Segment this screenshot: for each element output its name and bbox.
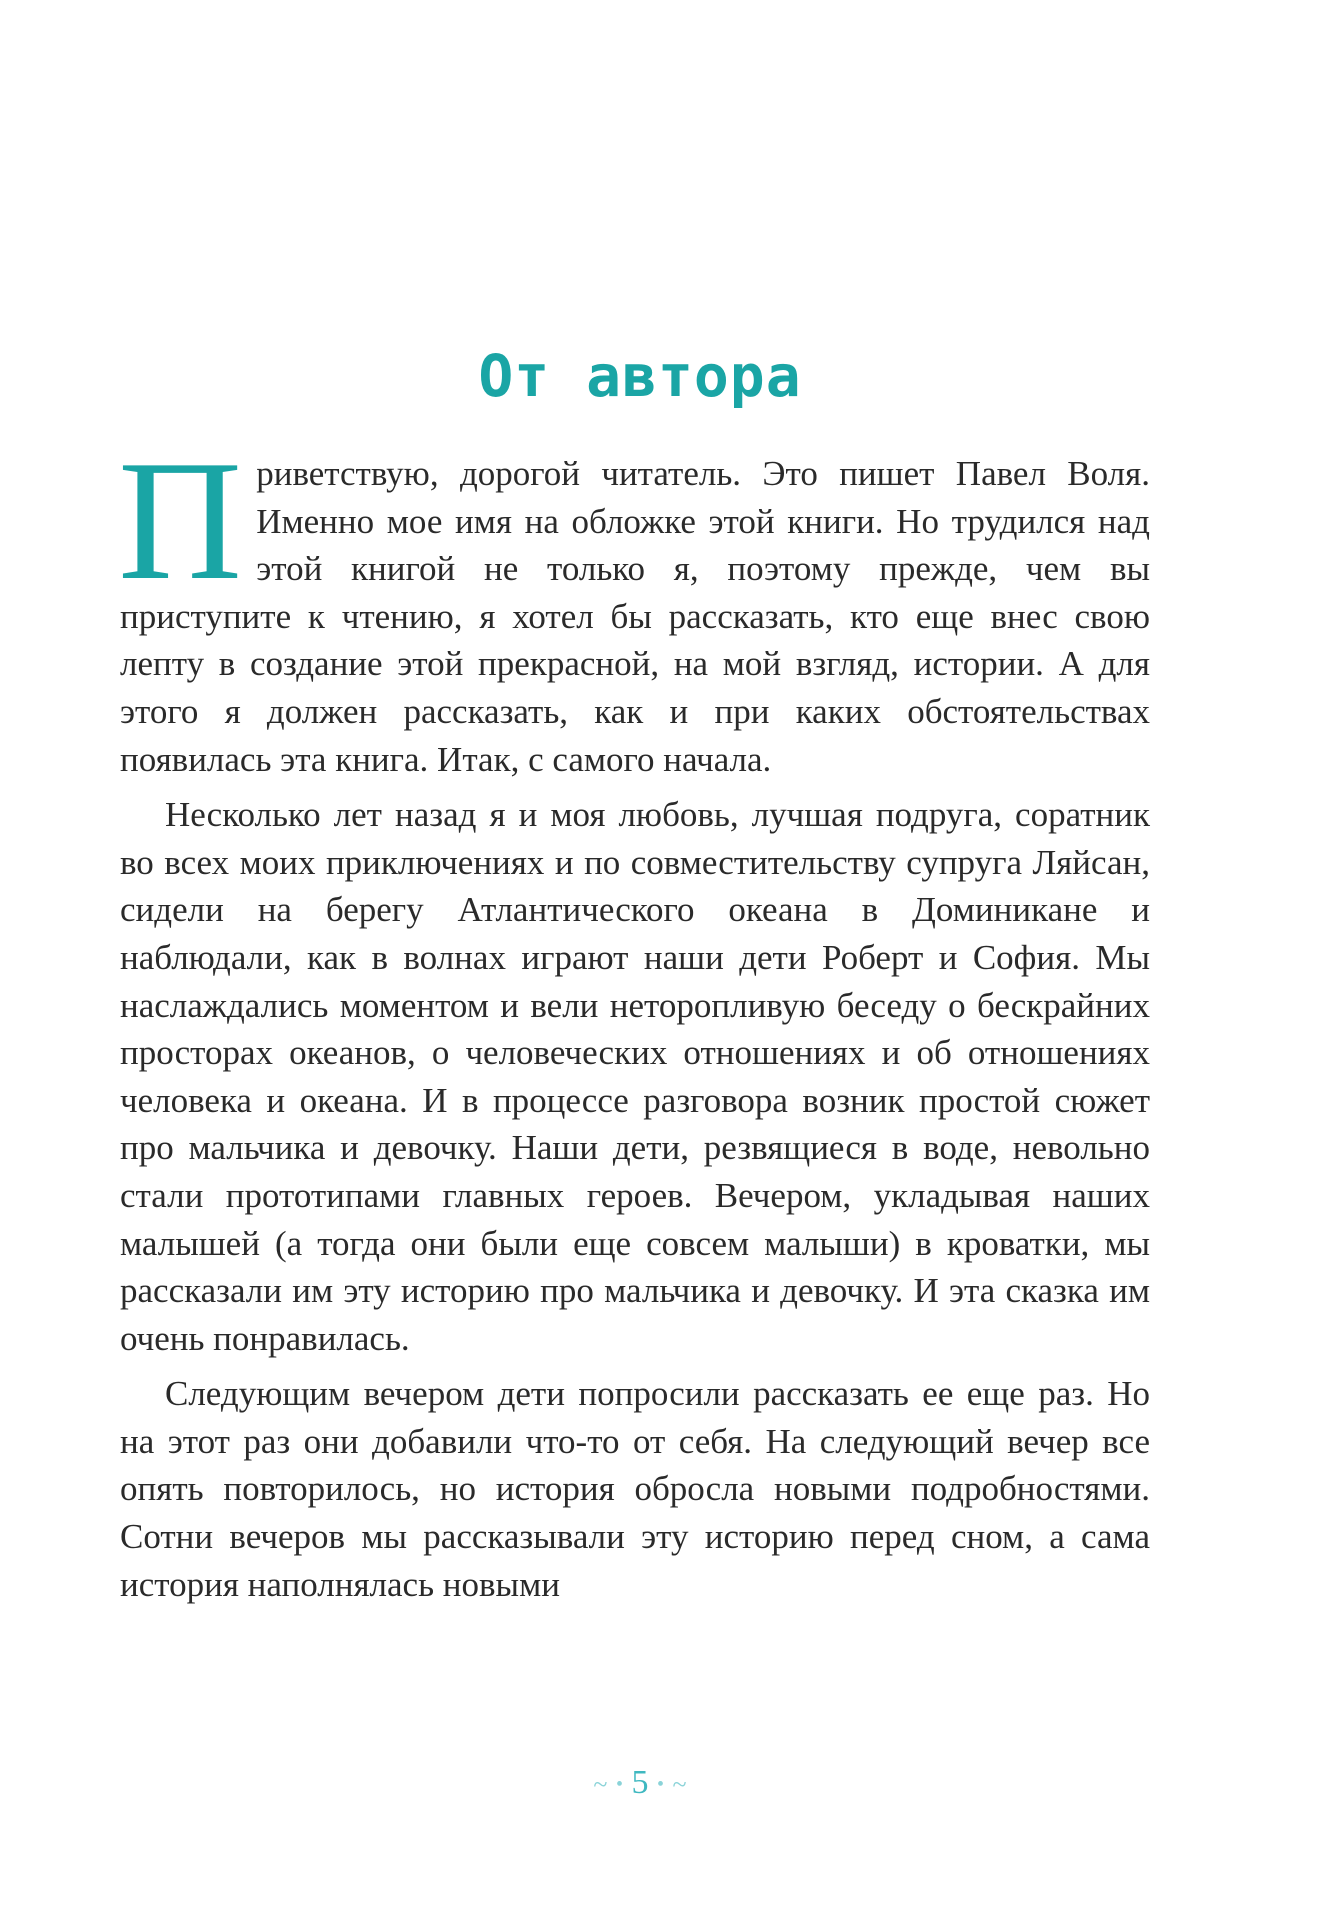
paragraph-3: Следующим вечером дети попросили рассказать ее еще раз. Но на этот раз они добавили что-то от себя. На следующий вечер все опять повторилось, но история обросла новыми подробностями. Сотни вечеров мы рассказывали эту историю перед сном, а сама история наполнялась новыми xyxy=(120,1374,1150,1604)
folio-right-ornament: ~ xyxy=(672,1770,687,1799)
body-text xyxy=(118,426,1150,1608)
paragraph-1 xyxy=(118,426,1150,783)
drop-cap: П xyxy=(118,426,243,616)
folio-right-dot: • xyxy=(657,1773,665,1796)
paragraph-2: Несколько лет назад я и моя любовь, лучшая подруга, соратник во всех моих приключениях и по совместительству супруга Ляйсан, сидели на берегу Атлантического океана в Доминикане и наблюдали, как в волнах играют наши дети Роберт и София. Мы наслаждались моментом и вели неторопливую беседу о бескрайних просторах океанов, о человеческих отношениях и об отношениях человека и океана. И в процессе разговора возник простой сюжет про мальчика и девочку. Наши дети, резвящиеся в воде, невольно стали прототипами главных героев. Вечером, укладывая наших малышей (а тогда они были еще совсем малыши) в кроватки, мы рассказали им эту историю про мальчика и девочку. И эта сказка им очень понравилась. xyxy=(120,795,1150,1358)
folio-left-ornament: ~ xyxy=(593,1770,608,1799)
paragraph-1-text: риветствую, дорогой читатель. Это пишет Павел Воля. Именно мое имя на обложке этой книги. Но трудился над этой книгой не только я, поэтому прежде, чем вы приступите к чтению, я хотел бы рассказать, кто еще внес свою лепту в создание этой прекрасной, на мой взгляд, истории. А для этого я должен рассказать, как и при каких обстоятельствах появилась эта книга. Итак, с самого начала. xyxy=(120,454,1150,779)
page-number: 5 xyxy=(631,1764,649,1801)
folio-left-dot: • xyxy=(615,1773,623,1796)
page-number-footer xyxy=(0,1764,1280,1802)
chapter-title: От автора xyxy=(478,342,802,410)
